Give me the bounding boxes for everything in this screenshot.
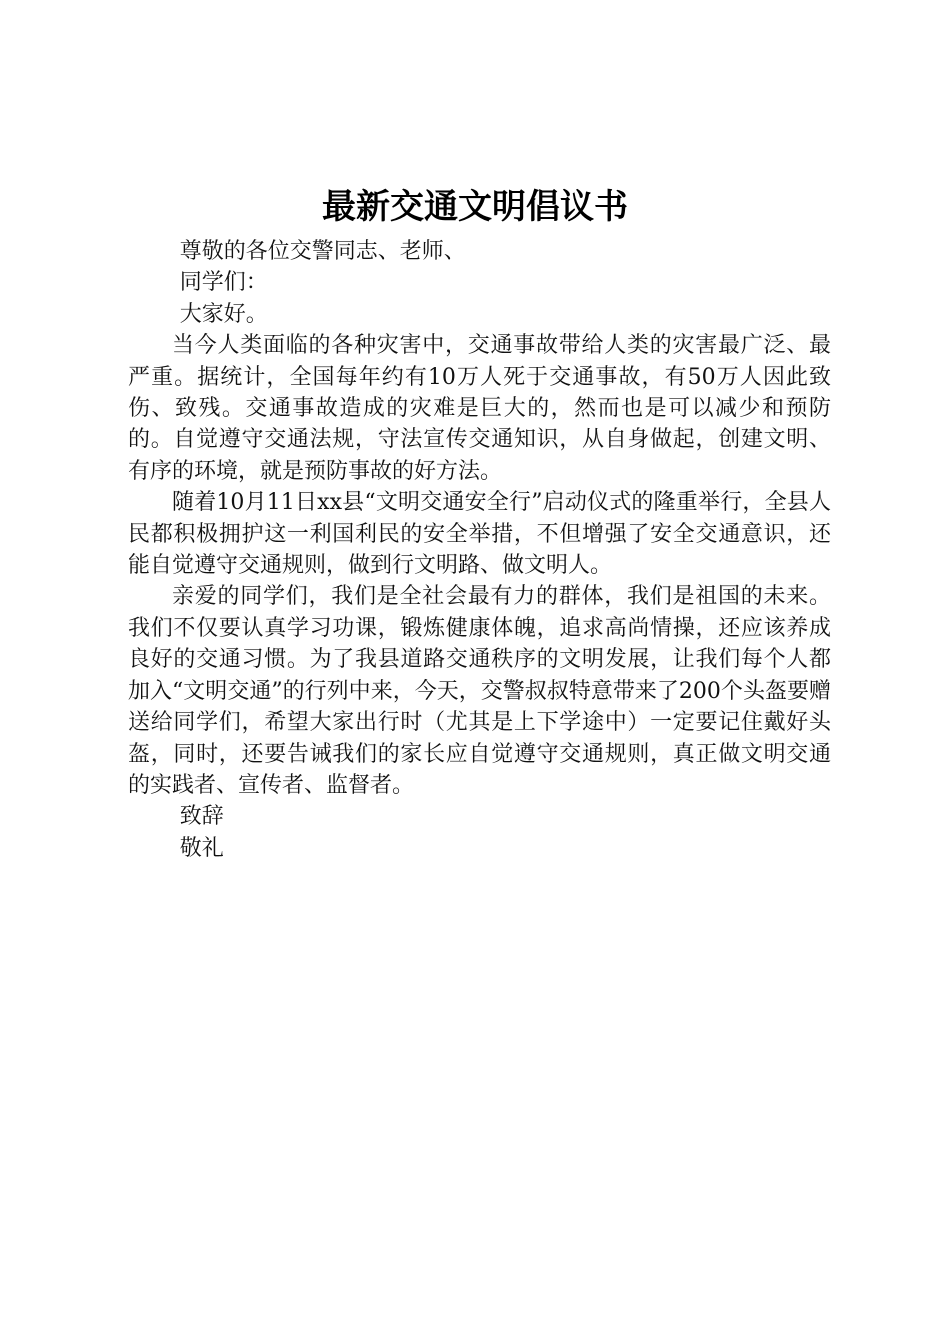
salutation-line-1: 尊敬的各位交警同志、老师、 — [179, 239, 466, 264]
salutation-line-2: 同学们： — [179, 270, 268, 296]
document-title: 最新交通文明倡议书 — [322, 187, 628, 227]
paragraph-1: 当今人类面临的各种灾害中，交通事故带给人类的灾害最广泛、最严重。据统计，全国每年约有10万人死于交通事故，有50万人因此致伤、致残。交通事故造成的灾难是巨大的，然而也是可以减少和预防的。自觉遵守交通法规，守法宣传交通知识，从自身做起，创建文明、有序的环境，就是预防事故的好方法。 — [128, 333, 831, 484]
paragraph-2: 随着10月11日xx县“文明交通安全行”启动仪式的隆重举行，全县人民都积极拥护这一利国利民的安全举措，不但增强了安全交通意识，还能自觉遵守交通规则，做到行文明路、做文明人。 — [128, 490, 831, 579]
document-body — [128, 236, 831, 864]
closing-line-2: 敬礼 — [179, 835, 224, 861]
greeting: 大家好。 — [179, 301, 268, 327]
closing-line-1: 致辞 — [179, 804, 224, 830]
paragraph-3: 亲爱的同学们，我们是全社会最有力的群体，我们是祖国的未来。我们不仅要认真学习功课，锻炼健康体魄，追求高尚情操，还应该养成良好的交通习惯。为了我县道路交通秩序的文明发展，让我们每个人都加入“文明交通”的行列中来，今天，交警叔叔特意带来了200个头盔要赠送给同学们，希望大家出行时（尤其是上下学途中）一定要记住戴好头盔，同时，还要告诫我们的家长应自觉遵守交通规则，真正做文明交通的实践者、宣传者、监督者。 — [128, 584, 831, 798]
